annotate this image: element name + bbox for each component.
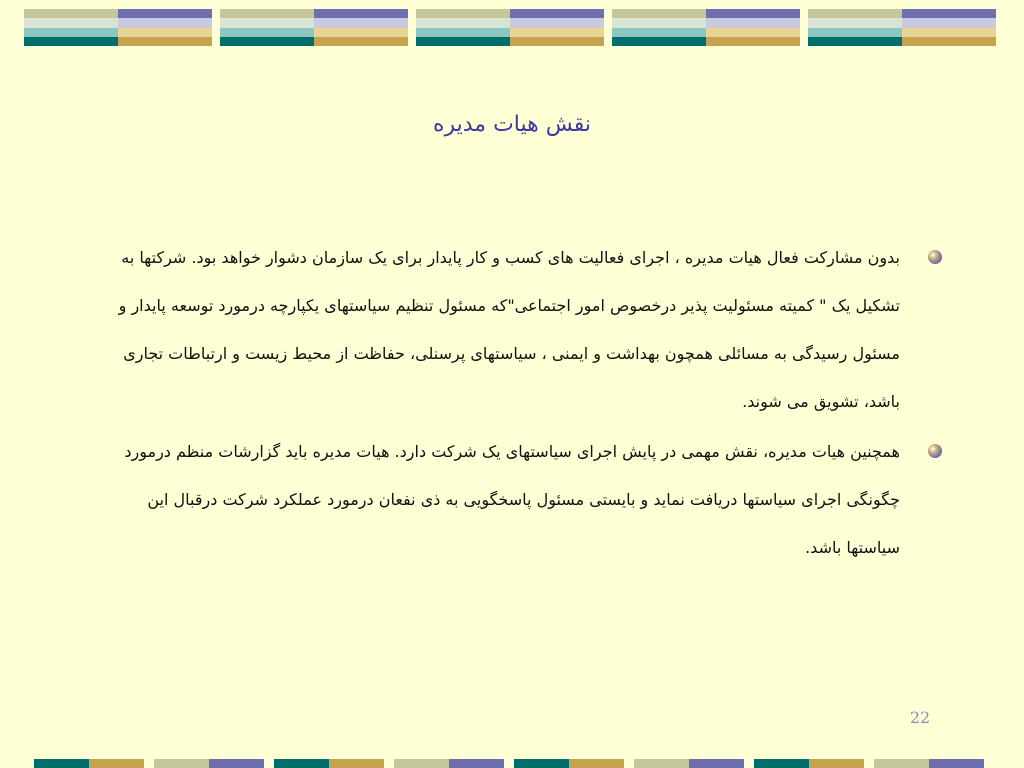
header-tile xyxy=(24,9,212,46)
header-decoration xyxy=(0,9,1024,46)
bullet-sphere-icon xyxy=(928,444,942,458)
page-number: 22 xyxy=(909,708,931,727)
bullet-sphere-icon xyxy=(928,250,942,264)
footer-decoration xyxy=(0,759,1024,768)
bullet-text: بدون مشارکت فعال هیات مدیره ، اجرای فعالیت های کسب و کار پایدار برای یک سازمان دشوار خواهد بود. شرکتها به تشکیل یک " کمیته مسئولیت پذیر درخصوص امور اجتماعی"که مسئول تنظیم سیاستهای یکپارچه درمورد توسعه پایدار و مسئول رسیدگی به مسائلی همچون بهداشت و ایمنی ، سیاستهای پرسنلی، حفاظت از محیط زیست و ارتباطات تجاری باشد، تشویق می شوند. xyxy=(118,248,900,411)
slide-body xyxy=(90,234,900,572)
header-tile xyxy=(808,9,996,46)
header-tile xyxy=(416,9,604,46)
bullet-item xyxy=(90,428,900,572)
slide-title: نقش هیات مدیره xyxy=(432,112,592,137)
bullet-text: همچنین هیات مدیره، نقش مهمی در پایش اجرای سیاستهای یک شرکت دارد. هیات مدیره باید گزارشات منظم درمورد چگونگی اجرای سیاستها دریافت نماید و بایستی مسئول پاسخگویی به ذی نفعان درمورد عملکرد شرکت درقبال این سیاستها باشد. xyxy=(124,442,900,557)
bullet-item xyxy=(90,234,900,426)
header-tile xyxy=(220,9,408,46)
header-tile xyxy=(612,9,800,46)
